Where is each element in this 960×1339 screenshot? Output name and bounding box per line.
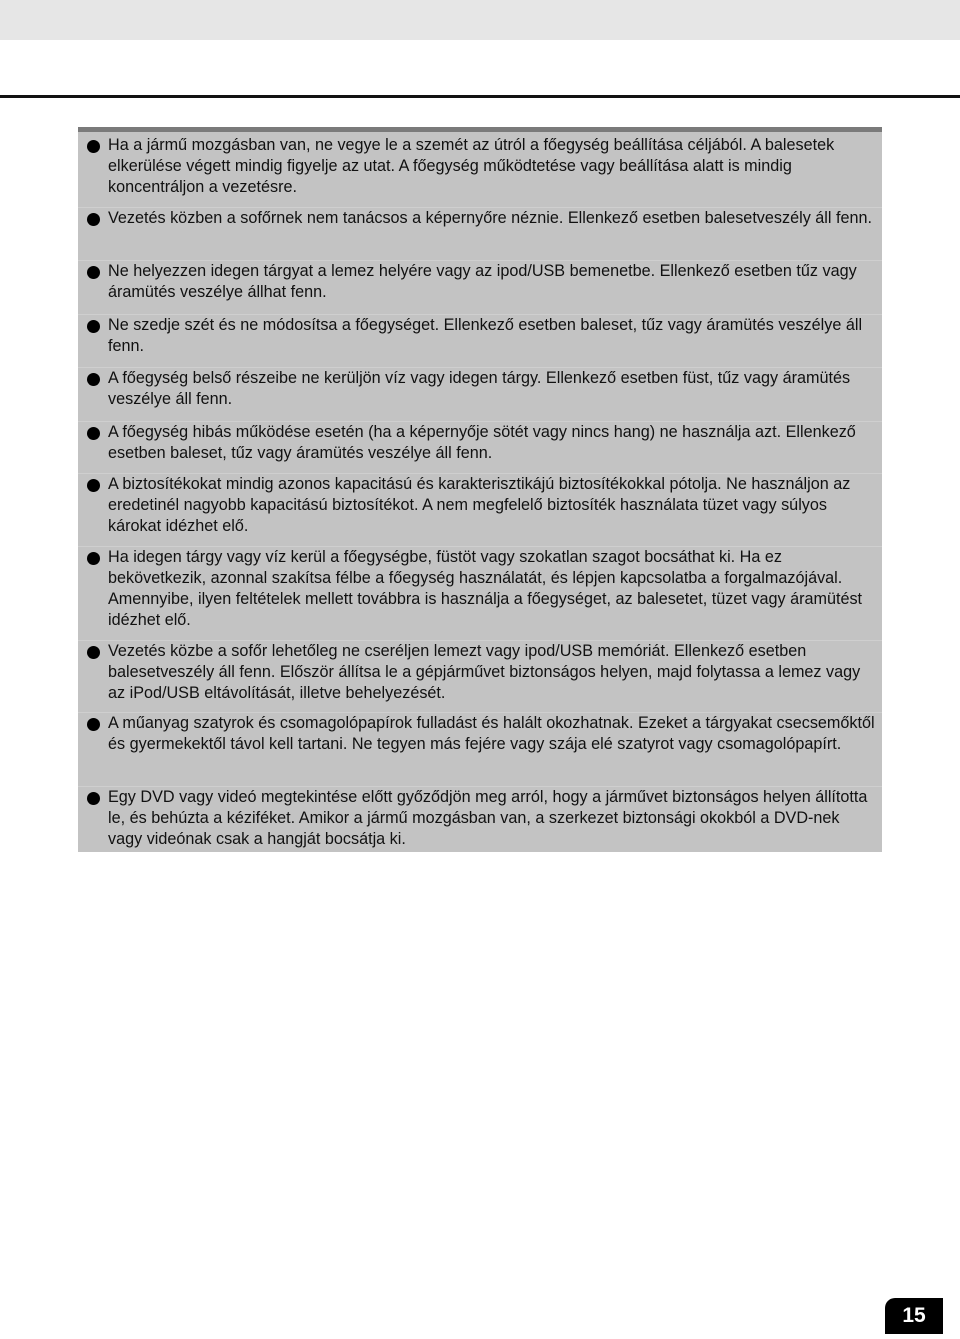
bullet-icon [87,140,100,153]
warning-item-11 [78,786,882,848]
bullet-icon [87,792,100,805]
warning-item-2 [78,207,882,227]
warning-item-9 [78,640,882,702]
warning-text-2: Vezetés közben a sofőrnek nem tanácsos a képernyőre néznie. Ellenkező esetben balesetveszély áll fenn. [108,209,872,227]
warning-item-3 [78,260,882,301]
warning-item-4 [78,314,882,355]
warning-item-6 [78,421,882,462]
bullet-icon [87,320,100,333]
bullet-icon [87,427,100,440]
bullet-icon [87,552,100,565]
warning-text-7: A biztosítékokat mindig azonos kapacitású és karakterisztikájú biztosítékokkal pótolja. Ne használjon az eredetinél nagyobb kapacitású biztosítékot. A nem megfelelő biztosíték használata tüzet vagy súlyos károkat idézhet elő. [108,475,851,535]
warning-text-4: Ne szedje szét és ne módosítsa a főegységet. Ellenkező esetben baleset, tűz vagy áramütés veszélye áll fenn. [108,316,863,355]
warning-text-9: Vezetés közbe a sofőr lehetőleg ne cseréljen lemezt vagy ipod/USB memóriát. Ellenkező esetben balesetveszély áll fenn. Először állítsa le a gépjárművet biztonságos helyen, majd folytassa a lemez vagy az iPod/USB eltávolítását, illetve behelyezését. [108,642,861,702]
warning-text-5: A főegység belső részeibe ne kerüljön víz vagy idegen tárgy. Ellenkező esetben füst, tűz vagy áramütés veszélye áll fenn. [108,369,851,408]
bullet-icon [87,213,100,226]
bullet-icon [87,646,100,659]
warning-item-10 [78,712,882,753]
warning-item-5 [78,367,882,408]
safety-warnings-panel [78,127,882,852]
warning-text-10: A műanyag szatyrok és csomagolópapírok fulladást és halált okozhatnak. Ezeket a tárgyakat csecsemőktől és gyermekektől távol kell tartani. Ne tegyen más fejére vagy szája elé szatyrot vagy csomagolópapírt. [108,714,875,753]
top-band [0,0,960,40]
warning-text-3: Ne helyezzen idegen tárgyat a lemez helyére vagy az ipod/USB bemenetbe. Ellenkező esetben tűz vagy áramütés veszélye állhat fenn. [108,262,857,301]
bullet-icon [87,718,100,731]
page-number: 15 [885,1298,943,1334]
header-rule [0,95,960,98]
bullet-icon [87,373,100,386]
warning-text-1: Ha a jármű mozgásban van, ne vegye le a szemét az útról a főegység beállítása céljából. A balesetek elkerülése végett mindig figyelje az utat. A főegység működtetése vagy beállítása alatt is mindig koncentráljon a vezetésre. [108,136,835,196]
warning-text-8: Ha idegen tárgy vagy víz kerül a főegységbe, füstöt vagy szokatlan szagot bocsáthat ki. Ha ez bekövetkezik, azonnal szakítsa félbe a főegység használatát, és lépjen kapcsolatba a forgalmazójával. Amennyibe, ilyen feltételek mellett továbbra is használja a főegységet, az balesetet, tüzet vagy áramütést idézhet elő. [108,548,863,629]
warning-text-11: Egy DVD vagy videó megtekintése előtt győződjön meg arról, hogy a járművet biztonságos helyen állította le, és behúzta a kéziféket. Amikor a jármű mozgásban van, a szerkezet biztonsági okokból a DVD-nek vagy videónak csak a hangját bocsátja ki. [108,788,868,848]
warning-item-7 [78,473,882,535]
warning-item-8 [78,546,882,629]
warning-text-6: A főegység hibás működése esetén (ha a képernyője sötét vagy nincs hang) ne használja azt. Ellenkező esetben baleset, tűz vagy áramütés veszélye áll fenn. [108,423,856,462]
bullet-icon [87,266,100,279]
bullet-icon [87,479,100,492]
